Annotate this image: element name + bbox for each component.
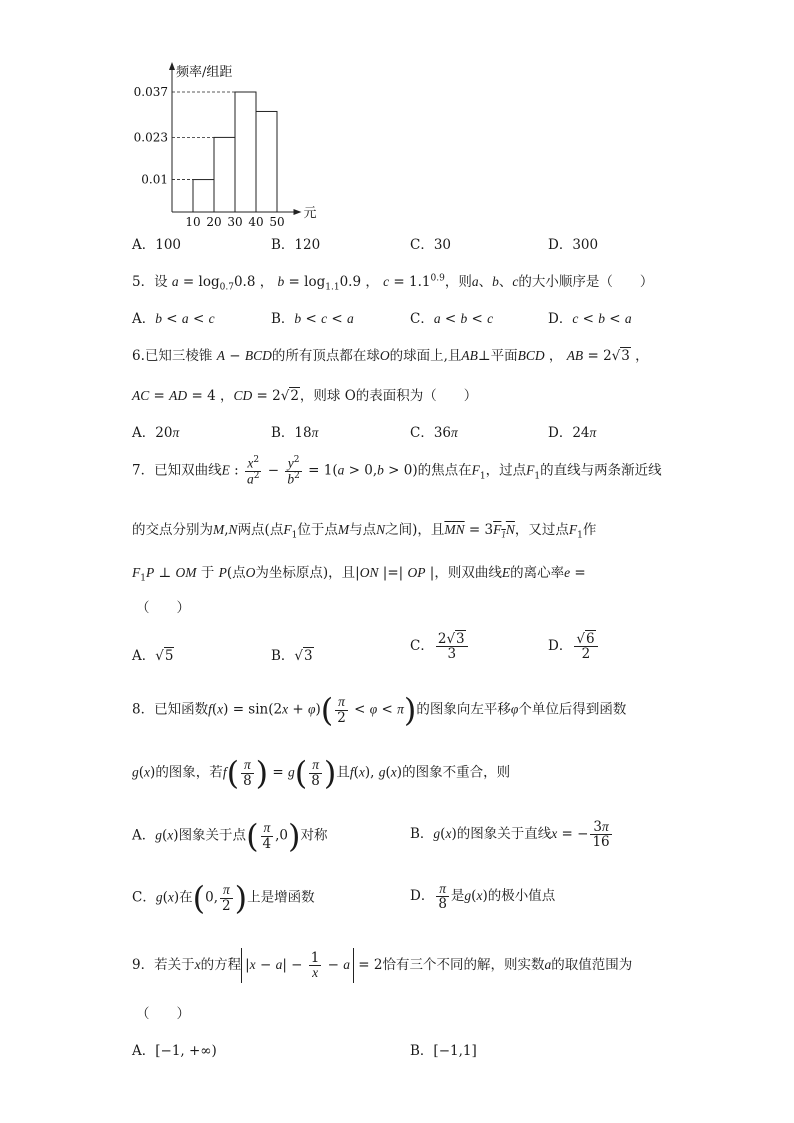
q9-answer-paren (136, 1002, 190, 1022)
q6-option-a-label: A． (132, 425, 156, 441)
q6-stem-line2: AC = AD = 4 ，CD = 2√2，则球 O的表面积为（ ） (132, 388, 478, 404)
q5-option-d[interactable]: D．c < b < a (548, 311, 632, 327)
q9-text-c: 的取值范围为 (551, 957, 633, 974)
q7-text-o: 的离心率 (510, 565, 565, 581)
frequency-histogram (120, 58, 330, 228)
q4-option-d[interactable] (548, 233, 598, 253)
q9-text-b: 恰有三个不同的解，则实数 (382, 957, 545, 974)
q4-option-b-text: B．120 (271, 237, 321, 253)
q7-option-a[interactable]: A．√5 (132, 648, 174, 664)
y-axis-label: 频率/组距 (176, 65, 233, 80)
q9-stem-line1: 9．若关于x的方程 |x − a| − $\frac{1}{x}$ − a = 2恰有三个不同的解，则实数a的取值范围为 (132, 948, 632, 983)
histogram-bar (214, 137, 235, 212)
histogram-bar (235, 92, 256, 212)
q9-paren: （ ） (136, 1006, 190, 1022)
q7-text-k: 于 (200, 565, 215, 581)
q8-option-c-label: C． (132, 889, 156, 906)
q9-option-b-label: B． (410, 1043, 434, 1059)
x-axis-arrow (294, 209, 302, 215)
q6-stem-line1: 6.已知三棱锥 A − BCD的所有顶点都在球O的球面上,且AB⊥平面BCD ， AB = 2√3 ， (132, 348, 649, 364)
q7-option-c-label: C． (410, 638, 434, 655)
q7-text-b: ，过点 (485, 462, 527, 479)
q7-option-a-label: A． (132, 648, 156, 664)
q8-text-b: 个单位后得到函数 (518, 701, 627, 718)
q7-text-a: 的焦点在 (417, 462, 472, 479)
q4-option-b[interactable] (271, 233, 320, 253)
q8-option-b-text: 的图象关于直线 (456, 826, 552, 843)
q7-text-i: ，又过点 (514, 522, 569, 538)
q5-option-b-label: B． (271, 311, 295, 327)
q7-text-m: 为坐标原点)，且 (255, 565, 356, 581)
q7-text-d: 的交点分别为 (132, 522, 213, 538)
y-axis-arrow (169, 62, 175, 70)
x-tick-label: 20 (206, 215, 222, 228)
q6-option-a[interactable]: A．20π (132, 425, 180, 441)
q7-option-b-label: B． (271, 648, 295, 664)
q7-answer-paren (136, 596, 190, 616)
q4-option-a[interactable] (132, 233, 181, 253)
q6-text-d: 平面 (490, 348, 518, 364)
q4-option-d-text: D．300 (548, 237, 599, 253)
q8-option-c-tail: 上是增函数 (247, 889, 315, 906)
histogram-bar (256, 111, 277, 212)
q8-stem-line2: g(x)的图象，若f( $\frac{\pi}{8}$ ) = g( $\frac{\pi}{8}$ )且f(x), g(x)的图象不重合，则 (132, 754, 511, 792)
x-tick-label: 40 (248, 215, 264, 228)
q8-option-a-text: 图象关于点 (178, 827, 247, 844)
q8-option-d-label: D． (410, 888, 435, 905)
q6-option-c[interactable]: C．36π (410, 425, 458, 441)
q7-option-b[interactable]: B．√3 (271, 648, 313, 664)
q8-option-b[interactable]: B．g(x)的图象关于直线x = − $\frac{3\pi}{16}$ (410, 819, 610, 851)
q6-option-d[interactable]: D．24π (548, 425, 597, 441)
q8-option-c-text: 在 (179, 889, 193, 906)
q6-option-d-label: D． (548, 425, 573, 441)
y-tick-label: 0.023 (133, 130, 168, 145)
q5-stem: 5．设 $a = \log_{0.7}0.8$ ， $b = \log_{1.1}0.9$ ， $c = 1.1^{0.9}$，则a、b、c的大小顺序是（ ） (132, 273, 654, 293)
q6-text-c: 的球面上,且 (389, 348, 462, 364)
q8-option-d-text: 是 (450, 888, 465, 905)
q5-option-a[interactable]: A．b < a < c (132, 311, 215, 327)
q8-option-c[interactable]: C．g(x)在(0, $\frac{\pi}{2}$ )上是增函数 (132, 879, 315, 917)
q8-option-a[interactable]: A．g(x)图象关于点( $\frac{\pi}{4}$ ,0)对称 (132, 817, 328, 855)
y-tick-label: 0.037 (133, 85, 168, 99)
q7-text-c: 的直线与两条渐近线 (540, 462, 662, 479)
q6-option-b-label: B． (271, 425, 295, 441)
q4-option-a-text: A．100 (132, 237, 182, 253)
q8-option-a-label: A． (132, 827, 156, 844)
q5-option-d-label: D． (548, 311, 573, 327)
q7-stem-line1: 7．已知双曲线E : $\frac{x^2}{a^2}$ − $\frac{y^2}{b^2}$ = 1(a > 0,b > 0)的焦点在$F_1$，过点$F_1$的直线与两条渐近线 (132, 455, 662, 487)
q6-option-b[interactable]: B．18π (271, 425, 319, 441)
q7-paren: （ ） (136, 600, 190, 616)
q8-text-c: 的图象，若 (155, 764, 223, 781)
q4-option-c[interactable] (410, 233, 451, 253)
q7-option-d-label: D． (548, 638, 573, 655)
x-axis-label: 元 (303, 206, 317, 221)
q5-option-a-label: A． (132, 311, 156, 327)
q9-option-b[interactable]: B．[−1,1] (410, 1043, 477, 1059)
q6-lead: 6.已知三棱锥 (132, 348, 213, 364)
q5-option-b[interactable]: B．b < c < a (271, 311, 354, 327)
q7-lead: 7．已知双曲线 (132, 462, 222, 479)
q7-text-g: 与点 (349, 522, 377, 538)
q7-stem-line2: 的交点分别为M,N两点(点$F_1$位于点M与点N之间)，且$\overline{MN} = 3F_1N$，又过点$F_1$作 (132, 522, 597, 541)
histogram-bar (193, 180, 214, 212)
q5-tail: 的大小顺序是（ ） (518, 274, 654, 290)
q8-option-a-tail: 对称 (300, 827, 328, 844)
y-tick-label: 0.01 (141, 172, 168, 187)
q4-option-c-text: C．30 (410, 237, 452, 253)
q7-option-d[interactable]: D． $\frac{√6}{2}$ (548, 632, 600, 661)
q7-stem-line3: $F_1P$ ⊥ OM 于 P(点O为坐标原点)，且|ON |=| OP |，则双曲线E的离心率e = (132, 565, 586, 584)
q8-stem-line1: 8．已知函数f(x) = sin(2x + φ)( $\frac{\pi}{2}$ < φ < π)的图象向左平移φ个单位后得到函数 (132, 691, 627, 729)
q7-text-h: 之间)，且 (385, 522, 445, 538)
q8-text-a: 的图象向左平移 (416, 701, 511, 718)
q9-lead: 9．若关于 (132, 957, 195, 974)
q9-option-a-label: A． (132, 1043, 156, 1059)
q6-text-b: 的所有顶点都在球 (271, 348, 380, 364)
q5-option-c[interactable]: C．a < b < c (410, 311, 494, 327)
q6-text-tail: ，则球 O的表面积为（ ） (299, 388, 478, 404)
q8-option-d[interactable]: D． $\frac{\pi}{8}$ 是g(x)的极小值点 (410, 881, 556, 913)
q7-text-n: ，则双曲线 (434, 565, 502, 581)
x-tick-label: 30 (227, 215, 243, 228)
q8-option-b-label: B． (410, 826, 434, 843)
q5-rest: ，则 (444, 274, 472, 290)
q8-option-d-tail: 的极小值点 (487, 888, 556, 905)
q8-text-e: 的图象不重合，则 (402, 764, 511, 781)
q7-text-l: (点 (226, 565, 246, 581)
q9-option-a[interactable]: A．[−1, +∞) (132, 1043, 217, 1059)
x-tick-label: 50 (269, 215, 285, 228)
q8-lead: 8．已知函数 (132, 701, 209, 718)
x-tick-label: 10 (185, 215, 201, 228)
q5-lead: 5．设 (132, 274, 168, 290)
q7-text-e: 两点(点 (237, 522, 284, 538)
q9-text-a: 的方程 (200, 957, 242, 974)
q8-text-d: 且 (336, 764, 350, 781)
q7-text-f: 位于点 (297, 522, 338, 538)
q5-option-c-label: C． (410, 311, 434, 327)
q7-option-c[interactable]: C． $\frac{2√3}{3}$ (410, 632, 470, 661)
q6-option-c-label: C． (410, 425, 434, 441)
q7-text-j: 作 (582, 522, 597, 538)
